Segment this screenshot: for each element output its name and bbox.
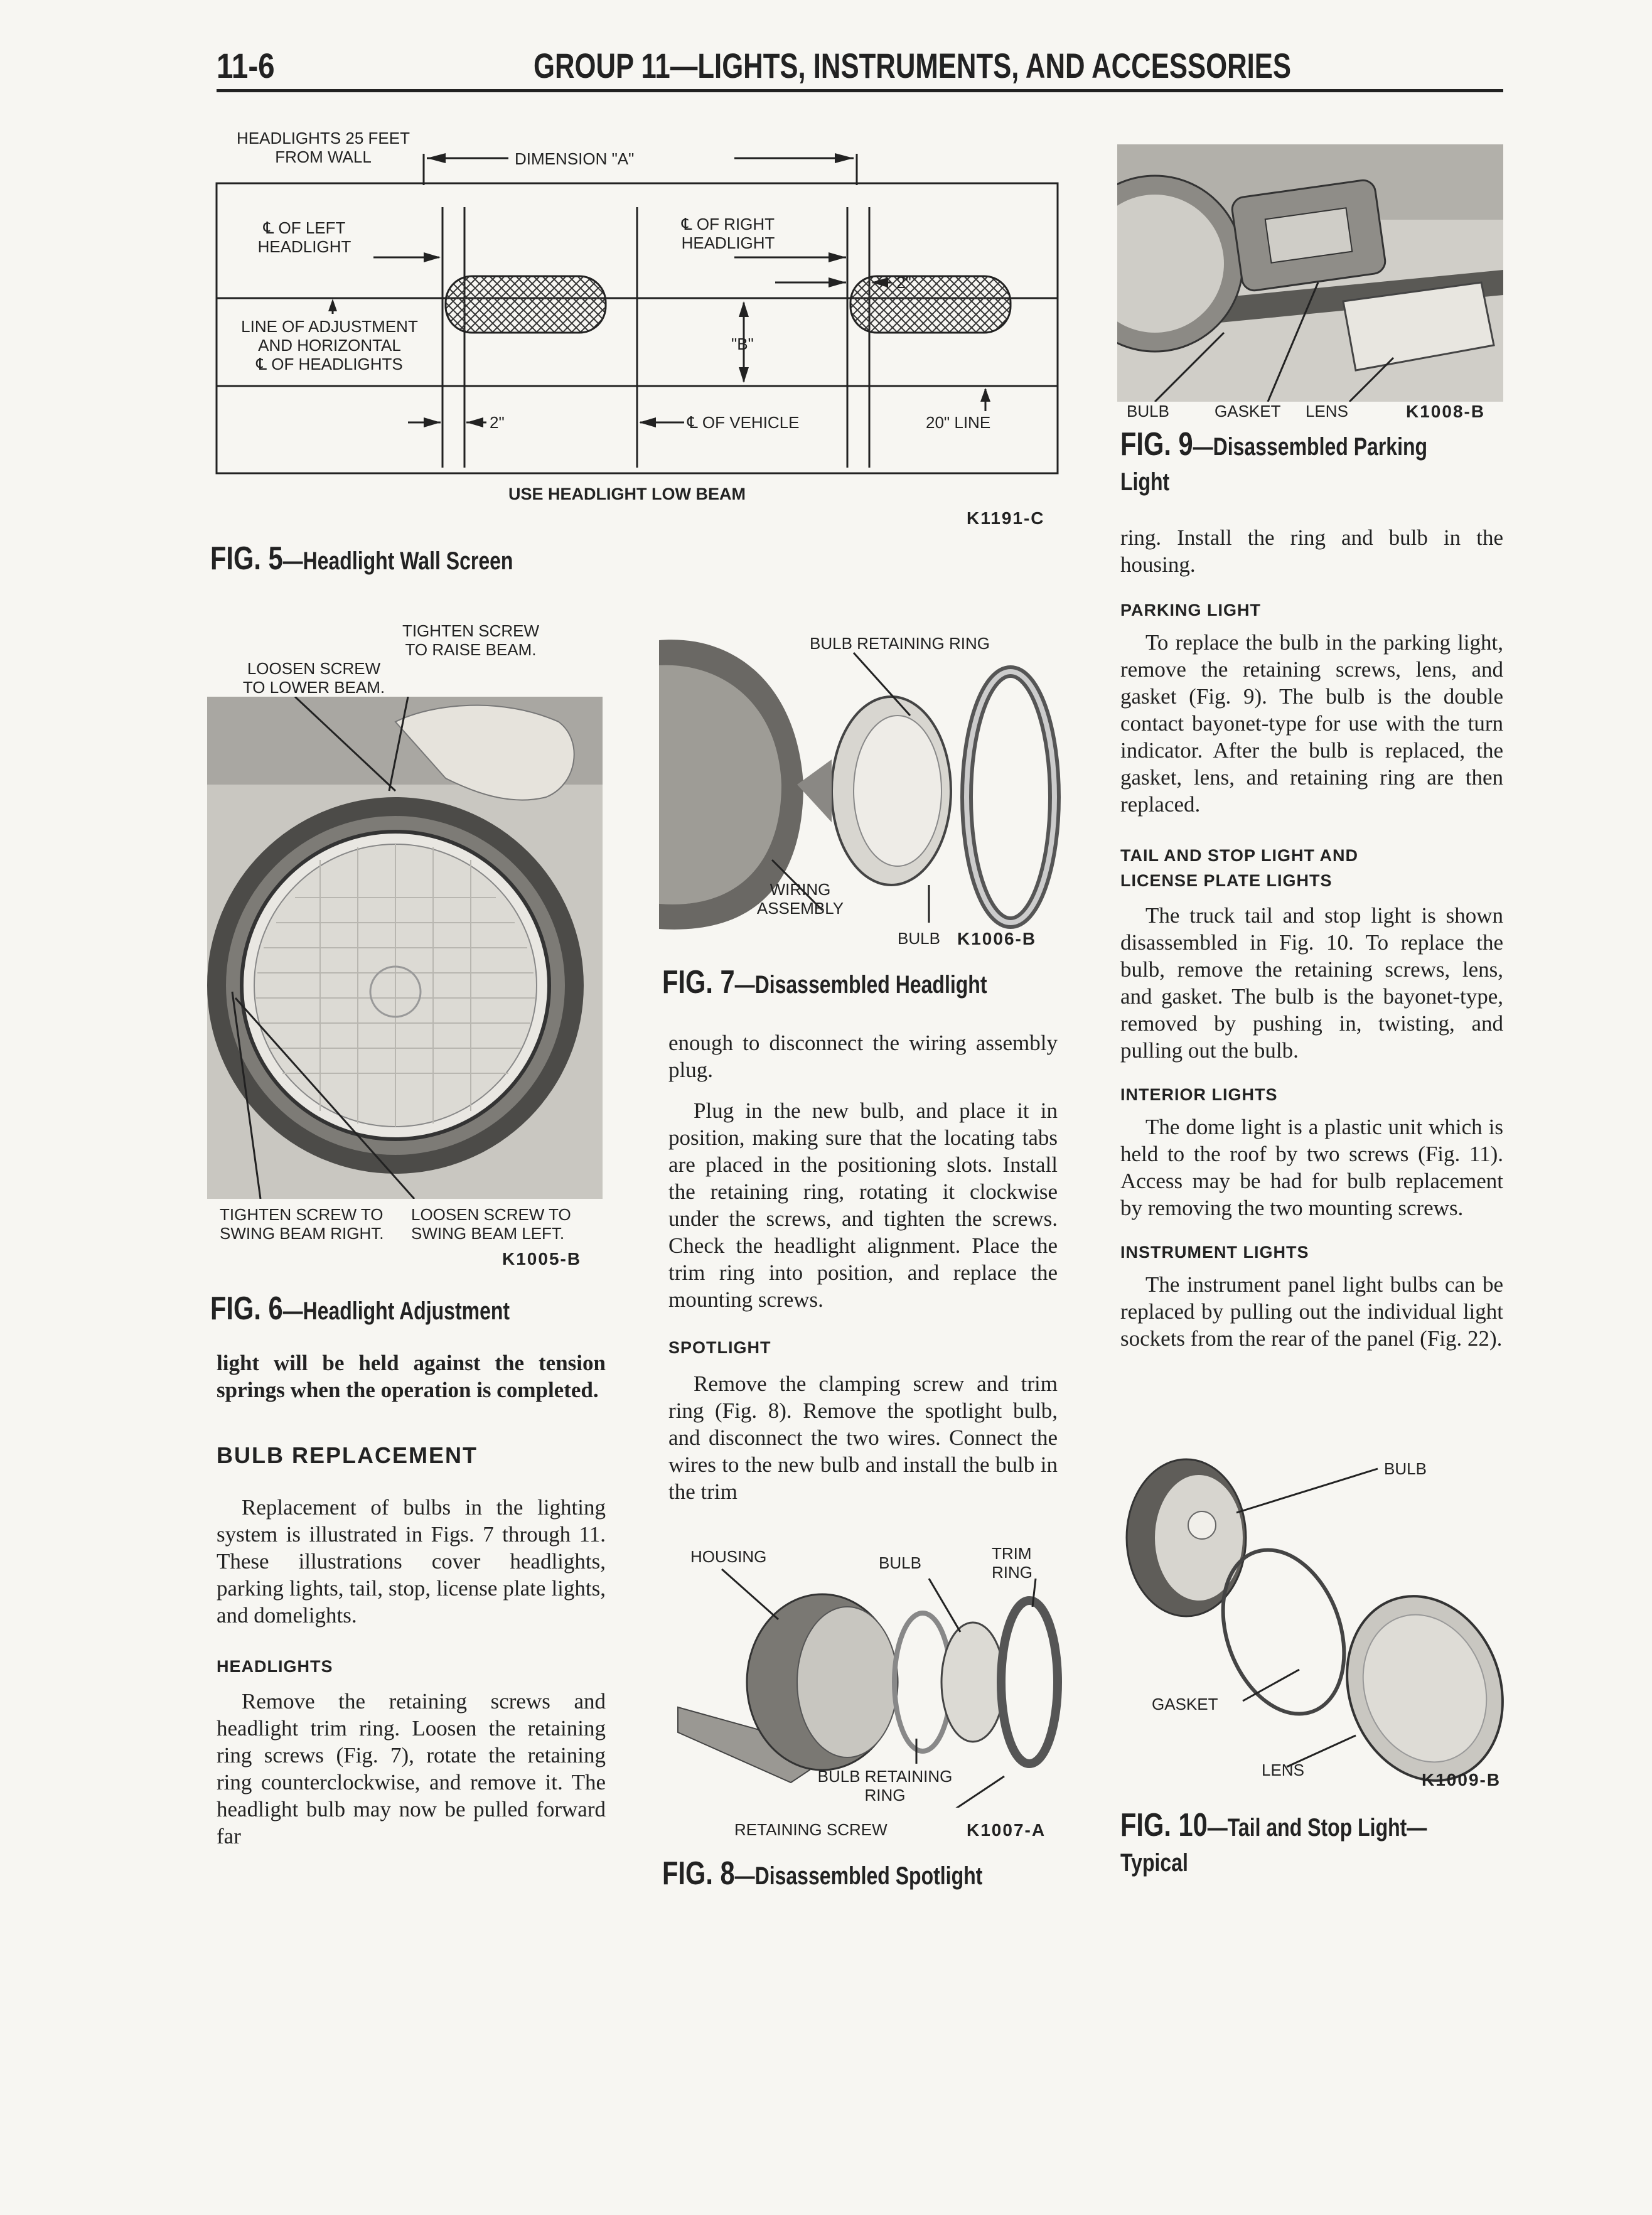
label-2in-left: 2"	[490, 413, 505, 432]
label-line-of-adjustment: LINE OF ADJUSTMENT AND HORIZONTAL ℄ OF HEADLIGHTS	[241, 317, 418, 373]
interior-lights-text: The dome light is a plastic unit which is held to the roof by two screws (Fig. 11). Access may be had for bulb replacement by removing the two mounting screws.	[1120, 1115, 1503, 1220]
label-use-low-beam: USE HEADLIGHT LOW BEAM	[508, 485, 746, 503]
fig9-code: K1008-B	[1406, 402, 1486, 421]
tail-stop-text: The truck tail and stop light is shown disassembled in Fig. 10. To replace the bulb, remove the retaining screws, lens, and gasket. The bulb is the bayonet-type, removed by pushing in, twisting, and pulling out the bulb.	[1120, 903, 1503, 1063]
label-spot-bulb-retaining-ring: BULB RETAINING RING	[817, 1767, 953, 1805]
disassembled-headlight-drawing	[659, 634, 1073, 960]
col2	[668, 1029, 1058, 1505]
fig10-code: K1009-B	[1422, 1770, 1501, 1789]
tension-text: light will be held against the tension springs when the operation is completed.	[217, 1351, 606, 1402]
label-tighten-raise: TIGHTEN SCREW TO RAISE BEAM.	[402, 621, 540, 659]
label-retaining-screw: RETAINING SCREW	[734, 1820, 888, 1839]
fig8-caption: FIG. 8—Disassembled Spotlight	[662, 1855, 983, 1892]
fig10-caption: FIG. 10—Tail and Stop Light— Typical	[1120, 1807, 1427, 1877]
interior-lights-heading: INTERIOR LIGHTS	[1120, 1085, 1278, 1104]
label-bulb-retaining-ring: BULB RETAINING RING	[810, 634, 990, 653]
fig10-photo	[1117, 1450, 1506, 1801]
tail-stop-heading: TAIL AND STOP LIGHT AND LICENSE PLATE LIGHTS	[1120, 846, 1359, 890]
fig5-diagram	[207, 126, 1073, 502]
headlights-heading: HEADLIGHTS	[217, 1657, 333, 1676]
label-dimension-a: DIMENSION "A"	[515, 149, 635, 168]
fig6-photo	[207, 621, 603, 1243]
label-tail-lens: LENS	[1262, 1761, 1304, 1779]
label-loosen-lower: LOOSEN SCREW TO LOWER BEAM.	[242, 659, 385, 697]
plug-in-text: Plug in the new bulb, and place it in position, making sure that the locating tabs are placed in the positioning slots. Install the retaining ring, rotating it clockwise under the screws, and tighten the screws. Check the headlight alignment. Place the trim ring into position, and replace the mounting screws.	[668, 1098, 1058, 1312]
instrument-lights-heading: INSTRUMENT LIGHTS	[1120, 1243, 1309, 1262]
spotlight-heading: SPOTLIGHT	[668, 1338, 771, 1357]
fig6-code: K1005-B	[502, 1249, 582, 1268]
col3-cont-text: ring. Install the ring and bulb in the housing.	[1120, 525, 1503, 577]
wall-screen-drawing	[207, 126, 1073, 502]
fig9-caption: FIG. 9—Disassembled Parking Light	[1120, 426, 1428, 496]
fig8-photo	[665, 1531, 1073, 1808]
fig9-photo	[1117, 144, 1503, 421]
page-number: 11-6	[217, 46, 275, 85]
fig5-caption: FIG. 5—Headlight Wall Screen	[210, 540, 513, 577]
parking-light-photo	[1117, 144, 1503, 402]
label-bulb: BULB	[898, 929, 940, 948]
label-park-gasket: GASKET	[1215, 402, 1281, 421]
label-20in-line: 20" LINE	[926, 413, 991, 432]
tail-light-drawing	[1117, 1450, 1506, 1801]
label-cl-vehicle: ℄ OF VEHICLE	[687, 413, 800, 432]
fig5-code: K1191-C	[967, 508, 1045, 528]
label-tighten-swing-right: TIGHTEN SCREW TO SWING BEAM RIGHT.	[220, 1205, 384, 1243]
label-headlights-25ft: HEADLIGHTS 25 FEET FROM WALL	[237, 129, 410, 166]
label-housing: HOUSING	[690, 1547, 767, 1566]
fig8-code: K1007-A	[967, 1820, 1046, 1840]
col3	[1120, 524, 1503, 1352]
fig7-code: K1006-B	[957, 929, 1037, 948]
label-trim-ring: TRIM RING	[992, 1544, 1032, 1582]
group-title: GROUP 11—LIGHTS, INSTRUMENTS, AND ACCESSORIES	[534, 46, 1292, 85]
col2-cont-text: enough to disconnect the wiring assembly plug.	[668, 1031, 1058, 1082]
spotlight-text: Remove the clamping screw and trim ring (Fig. 8). Remove the spotlight bulb, and disconnect the two wires. Connect the wires to the new bulb and install the bulb in the trim	[668, 1371, 1058, 1504]
header-rule	[217, 89, 1503, 92]
fig6-caption: FIG. 6—Headlight Adjustment	[210, 1290, 510, 1327]
label-tail-gasket: GASKET	[1152, 1695, 1218, 1714]
label-wiring-assembly: WIRING ASSEMBLY	[756, 880, 844, 918]
label-loosen-swing-left: LOOSEN SCREW TO SWING BEAM LEFT.	[411, 1205, 571, 1243]
bulb-replacement-text: Replacement of bulbs in the lighting system is illustrated in Figs. 7 through 11. These illustrations cover headlights, parking lights, tail, stop, license plate lights, and domelights.	[217, 1495, 606, 1628]
label-cl-left-headlight: ℄ OF LEFT HEADLIGHT	[257, 218, 351, 256]
col1	[217, 1349, 606, 1850]
parking-light-heading: PARKING LIGHT	[1120, 601, 1261, 619]
bulb-replacement-heading: BULB REPLACEMENT	[217, 1442, 478, 1468]
fig7-photo	[659, 634, 1073, 960]
label-park-lens: LENS	[1306, 402, 1348, 421]
label-2in-right: 2"	[896, 273, 911, 292]
label-park-bulb: BULB	[1127, 402, 1169, 421]
label-tail-bulb: BULB	[1384, 1459, 1427, 1478]
instrument-lights-text: The instrument panel light bulbs can be replaced by pulling out the individual light sockets from the rear of the panel (Fig. 22).	[1120, 1272, 1503, 1351]
parking-light-text: To replace the bulb in the parking light, remove the retaining screws, lens, and gasket (Fig. 9). The bulb is the double contact bayonet-type for use with the turn indicator. After the bulb is replaced, the gasket, lens, and retaining ring are then replaced.	[1120, 630, 1503, 817]
label-cl-right-headlight: ℄ OF RIGHT HEADLIGHT	[681, 215, 775, 252]
headlight-adjustment-photo	[207, 697, 603, 1199]
label-b: "B"	[731, 335, 754, 353]
label-spot-bulb: BULB	[879, 1553, 921, 1572]
headlights-text: Remove the retaining screws and headlight trim ring. Loosen the retaining ring screws (Fig. 7), rotate the retaining ring counterclockwise, and remove it. The headlight bulb may now be pulled forward far	[217, 1689, 606, 1848]
fig7-caption: FIG. 7—Disassembled Headlight	[662, 964, 987, 1000]
